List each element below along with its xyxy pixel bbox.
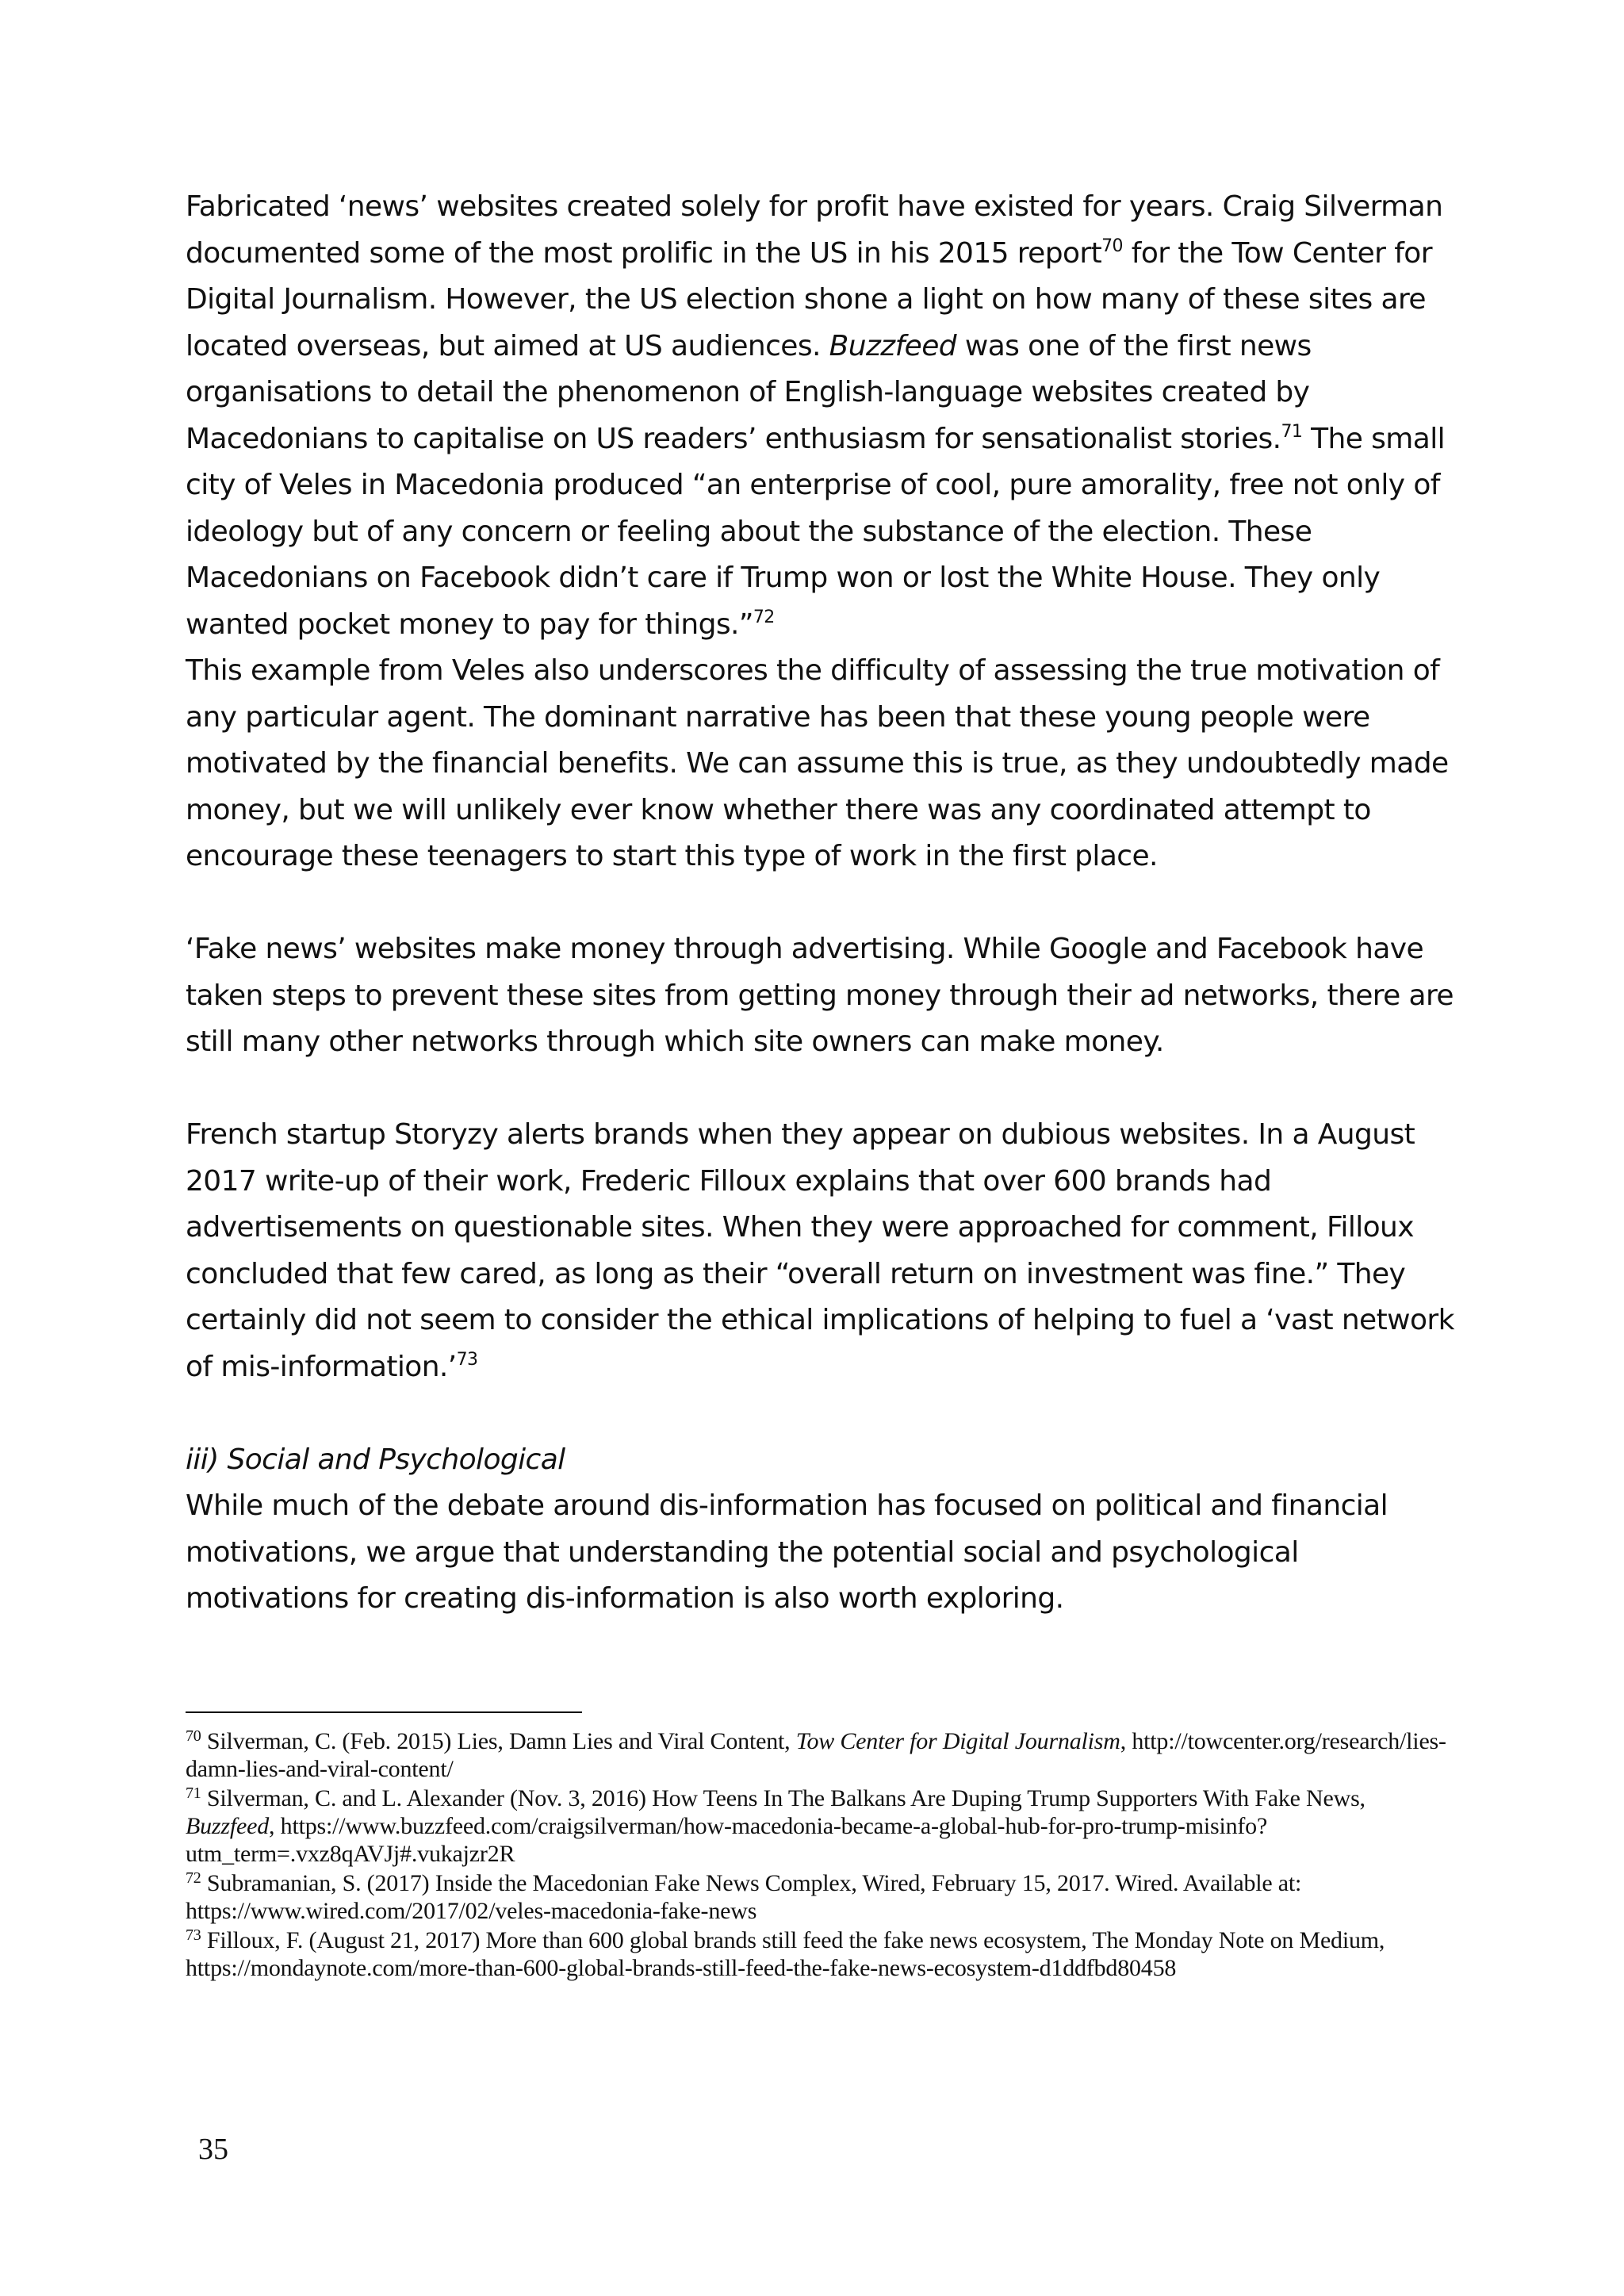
page-number: 35 [198,2133,228,2166]
footnote-ref-73[interactable]: 73 [456,1349,478,1370]
buzzfeed-italic: Buzzfeed [829,329,957,362]
footnote-72: $^{72}$ Subramanian, S. (2017) Inside the Macedonian Fake News Complex, Wired, February 15, 2017. Wired. Available at: https://www.wired.com/2017/02/veles-macedonia-fake-news [186,1869,1302,1924]
paragraph-fabricated-news: Fabricated ‘news’ websites created solely for profit have existed for years. Craig Silverman documented some of the most prolific in the US in his 2015 report$^{70}$ for the Tow Center for Digital Journalism. However, the US election shone a light on how many of these sites are located overseas, but aimed at US audiences. Buzzfeed was one of the first news organisations to detail the phenomenon of English-language websites created by Macedonians to capitalise on US readers’ enthusiasm for sensationalist stories.$^{71}$ The small city of Veles in Macedonia produced “an enterprise of cool, pure amorality, free not only of ideology but of any concern or feeling about the substance of the election. These Macedonians on Facebook didn’t care if Trump won or lost the White House. They only wanted pocket money to pay for things.”$^{72}$ [186,190,1446,641]
footnote-ref-72[interactable]: 72 [753,607,775,627]
paragraph-storyzy: French startup Storyzy alerts brands when they appear on dubious websites. In a August 2017 write-up of their work, Frederic Filloux explains that over 600 brands had advertisements on questionable sites. When they were approached for comment, Filloux concluded that few cared, as long as their “overall return on investment was fine.” They certainly did not seem to consider the ethical implications of helping to fuel a ‘vast network of mis-information.’$^{73}$ [186,1118,1454,1383]
footnote-71: $^{71}$ Silverman, C. and L. Alexander (Nov. 3, 2016) How Teens In The Balkans Are Duping Trump Supporters With Fake News, Buzzfeed, https://www.buzzfeed.com/craigsilverman/how-macedonia-became-a-global-hub-for-pro-trump-misinfo?utm_term=.vxz8qAVJj#.vukajzr2R [186,1784,1365,1867]
footnote-ref-71[interactable]: 71 [1281,421,1303,442]
footnote-divider [186,1711,582,1713]
paragraph-social-psychological: While much of the debate around dis-information has focused on political and financial motivations, we argue that understanding the potential social and psychological motivations for creating dis-information is also worth exploring. [186,1489,1388,1615]
section-heading: iii) Social and Psychological [186,1443,565,1476]
body-text [186,184,1454,1623]
footnote-73: $^{73}$ Filloux, F. (August 21, 2017) More than 600 global brands still feed the fake news ecosystem, The Monday Note on Medium, https://mondaynote.com/more-than-600-global-brands-still-feed-the-fake-news-ecosystem-d1ddfbd80458 [186,1926,1385,1981]
paragraph-advertising: ‘Fake news’ websites make money through advertising. While Google and Facebook have taken steps to prevent these sites from getting money through their ad networks, there are still many other networks through which site owners can make money. [186,933,1454,1058]
paragraph-veles-example: This example from Veles also underscores the difficulty of assessing the true motivation of any particular agent. The dominant narrative has been that these young people were motivated by the financial benefits. We can assume this is true, as they undoubtedly made money, but we will unlikely ever know whether there was any coordinated attempt to encourage these teenagers to start this type of work in the first place. [186,654,1449,872]
footnote-70: $^{70}$ Silverman, C. (Feb. 2015) Lies, Damn Lies and Viral Content, Tow Center for Digital Journalism, http://towcenter.org/research/lies-damn-lies-and-viral-content/ [186,1727,1446,1782]
footnote-ref-70[interactable]: 70 [1101,236,1123,256]
footnotes [186,1727,1451,1984]
